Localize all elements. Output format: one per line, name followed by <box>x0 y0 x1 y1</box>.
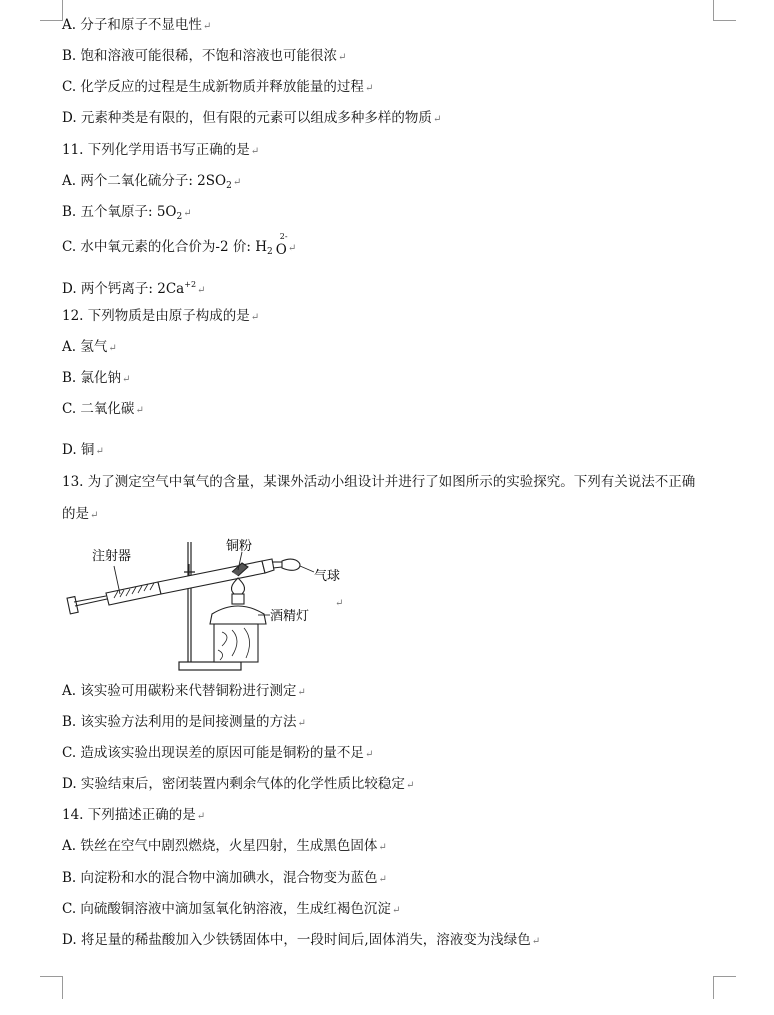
glass-tube <box>158 559 300 594</box>
option-line: C. 二氧化碳↵ <box>62 401 144 417</box>
option-line: B. 饱和溶液可能很稀，不饱和溶液也可能很浓↵ <box>62 48 347 64</box>
label-syringe: 注射器 <box>92 549 132 564</box>
syringe <box>67 582 161 614</box>
option-line: A. 氢气↵ <box>62 339 117 355</box>
option-line: D. 将足量的稀盐酸加入少铁锈固体中，一段时间后,固体消失，溶液变为浅绿色↵ <box>62 932 541 948</box>
option-line: D. 元素种类是有限的，但有限的元素可以组成多种多样的物质↵ <box>62 110 442 126</box>
option-line: D. 实验结束后，密闭装置内剩余气体的化学性质比较稳定↵ <box>62 776 415 792</box>
option-line: B. 该实验方法利用的是间接测量的方法↵ <box>62 714 306 730</box>
question-stem: 13. 为了测定空气中氧气的含量，某课外活动小组设计并进行了如图所示的实验探究。下列有关说法不正确 <box>62 474 696 490</box>
question-stem: 12. 下列物质是由原子构成的是↵ <box>62 308 260 324</box>
page-corner-bottom-right <box>713 976 736 999</box>
question-stem: 14. 下列描述正确的是↵ <box>62 807 206 823</box>
option-line: B. 五个氧原子: $5O_2↵$ <box>62 204 192 222</box>
question-stem: 11. 下列化学用语书写正确的是↵ <box>62 142 260 158</box>
option-line: B. 向淀粉和水的混合物中滴加碘水，混合物变为蓝色↵ <box>62 870 387 886</box>
balloon <box>282 559 300 570</box>
experiment-apparatus-figure <box>62 536 352 674</box>
question-stem-cont: 的是↵ <box>62 506 99 522</box>
alcohol-lamp <box>210 578 266 662</box>
page-corner-top-left <box>40 0 63 21</box>
option-line: C. 向硫酸铜溶液中滴加氢氧化钠溶液，生成红褐色沉淀↵ <box>62 901 401 917</box>
option-line: D. 两个钙离子: $2Ca^{+2}↵$ <box>62 280 206 297</box>
label-balloon: 气球 <box>314 569 341 584</box>
option-line: C. 造成该实验出现误差的原因可能是铜粉的量不足↵ <box>62 745 374 761</box>
option-line: C. 水中氧元素的化合价为-2 价: $H_2$ 2- O↵ <box>62 232 297 258</box>
page-corner-top-right <box>713 0 736 21</box>
option-line: D. 铜↵ <box>62 442 104 458</box>
label-copper-powder: 铜粉 <box>226 539 253 554</box>
option-line: A. 两个二氧化硫分子: $2SO_2↵$ <box>62 173 242 191</box>
option-line: A. 分子和原子不显电性↵ <box>62 17 212 33</box>
page-corner-bottom-left <box>40 976 63 999</box>
option-line: C. 化学反应的过程是生成新物质并释放能量的过程↵ <box>62 79 374 95</box>
option-line: A. 铁丝在空气中剧烈燃烧，火星四射，生成黑色固体↵ <box>62 838 387 854</box>
option-line: A. 该实验可用碳粉来代替铜粉进行测定↵ <box>62 683 306 699</box>
valence-notation: 2- O <box>275 232 288 258</box>
paragraph-mark: ↵ <box>335 598 344 609</box>
option-line: B. 氯化钠↵ <box>62 370 131 386</box>
label-alcohol-lamp: 酒精灯 <box>270 609 310 624</box>
